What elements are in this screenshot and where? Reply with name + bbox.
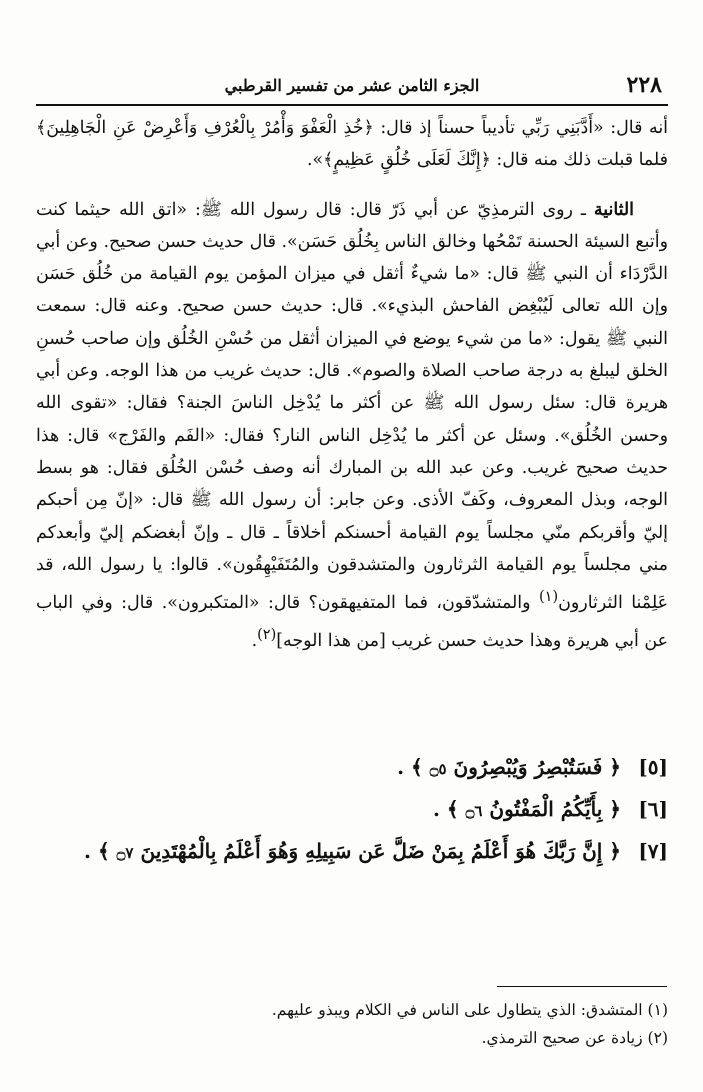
main-text bbox=[36, 112, 668, 657]
verse-number: [٧] bbox=[638, 839, 668, 863]
page-number: ٢٢٨ bbox=[626, 72, 662, 98]
footnote-separator bbox=[497, 986, 667, 987]
ayah-end-mark: ۝٧ bbox=[116, 844, 134, 862]
issue-text-continued: والمتشدّقون، فما المتفيهقون؟ قال: «المتكبرون». قال: وفي الباب عن أبي هريرة وهذا حديث حسن غريب [من هذا الوجه] bbox=[36, 592, 668, 652]
footnote-text: زيادة عن صحيح الترمذي. bbox=[481, 1029, 643, 1047]
issue-text: ـ روى الترمذِيّ عن أبي ذَرّ قال: قال رسول الله ﷺ: «اتق الله حيثما كنت وأتبع السيئة الحسنة تَمْحُها وخالق الناس بِخُلُق حَسَن». قال حديث حسن صحيح. وعن أبي الدَّرْدَاء أن النبي ﷺ قال: «ما شيءٌ أثقل في ميزان المؤمن يوم القيامة من خُلُق حَسَن وإن الله تعالى لَيُبْغِض الفاحش البذيء». قال: حديث حسن صحيح. وعنه قال: سمعت النبي ﷺ يقول: «ما من شيء يوضع في الميزان أثقل من حُسْنِ الخُلُق وإن صاحب حُسنِ الخلق ليبلغ به درجة صاحب الصلاة والصوم». قال: حديث غريب من هذا الوجه. وعن أبي هريرة قال: سئل رسول الله ﷺ عن أكثر ما يُدْخِل الناسَ الجنة؟ فقال: «تقوى الله وحسن الخُلُق». وسئل عن أكثر ما يُدْخِل الناس النار؟ فقال: «الفَم والفَرْج» قال: هذا حديث صحيح غريب. وعن عبد الله بن المبارك أنه وصف حُسْن الخُلُق فقال: هو بسط الوجه، وبذل المعروف، وكَفّ الأذى. وعن جابر: أن رسول الله ﷺ قال: «إنّ مِن أحبكم إليّ وأقربكم منّي مجلساً يوم القيامة أحسنكم أخلاقاً ـ قال ـ وإنّ أبغضكم إليّ وأبعدكم مني مجلساً يوم القيامة الثرثارون والمتشدقون والمُتَفَيْهِقُون». قالوا: يا رسول الله، قد عَلِمْنا الثرثارون bbox=[36, 199, 668, 613]
verse-text: ﴿ بِأَيِّكُمُ الْمَفْتُونُ bbox=[482, 797, 622, 821]
verse-6 bbox=[36, 788, 668, 830]
issue-text-end: . bbox=[251, 631, 258, 652]
footnote-text: المتشدق: الذي يتطاول على الناس في الكلام ويبذو عليهم. bbox=[271, 1001, 643, 1019]
running-title: الجزء الثامن عشر من تفسير القرطبي bbox=[224, 76, 480, 95]
verse-close: ﴾ . bbox=[432, 797, 466, 821]
verse-text: ﴿ إِنَّ رَبَّكَ هُوَ أَعْلَمُ بِمَنْ ضَلَّ عَن سَبِيلِهِ وَهُوَ أَعْلَمُ بِالْمُهْتَدِينَ bbox=[133, 839, 622, 863]
intro-paragraph: أنه قال: «أَدَّبَنِي رَبِّي تأديباً حسناً إذ قال: ﴿خُذِ الْعَفْوَ وَأْمُرْ بِالْعُرْفِ وَأَعْرِضْ عَنِ الْجَاهِلِينَ﴾ فلما قبلت ذلك منه قال: ﴿إِنَّكَ لَعَلَى خُلُقٍ عَظِيمٍ﴾». bbox=[36, 118, 668, 171]
ayah-end-mark: ۝٥ bbox=[429, 760, 447, 778]
footnote-ref-1[interactable]: (١) bbox=[538, 589, 559, 606]
page-header bbox=[36, 70, 668, 106]
footnote-number: (١) bbox=[647, 1001, 668, 1019]
issue-heading: الثانية bbox=[593, 199, 634, 220]
verse-close: ﴾ . bbox=[84, 839, 117, 863]
footnote-number: (٢) bbox=[647, 1029, 668, 1047]
verse-close: ﴾ . bbox=[397, 755, 430, 779]
footnotes bbox=[36, 996, 668, 1052]
verse-number: [٦] bbox=[638, 797, 668, 821]
footnote-2 bbox=[36, 1024, 668, 1052]
footnote-ref-2[interactable]: (٢) bbox=[257, 627, 277, 644]
verse-number: [٥] bbox=[638, 755, 668, 779]
verse-7 bbox=[36, 830, 668, 872]
verse-text: ﴿ فَسَتُبْصِرُ وَيُبْصِرُونَ bbox=[446, 755, 622, 779]
ayah-end-mark: ۝٦ bbox=[465, 802, 483, 820]
footnote-1 bbox=[36, 996, 668, 1024]
verses-list bbox=[36, 746, 668, 872]
verse-5 bbox=[36, 746, 668, 788]
second-issue-paragraph bbox=[36, 194, 668, 658]
